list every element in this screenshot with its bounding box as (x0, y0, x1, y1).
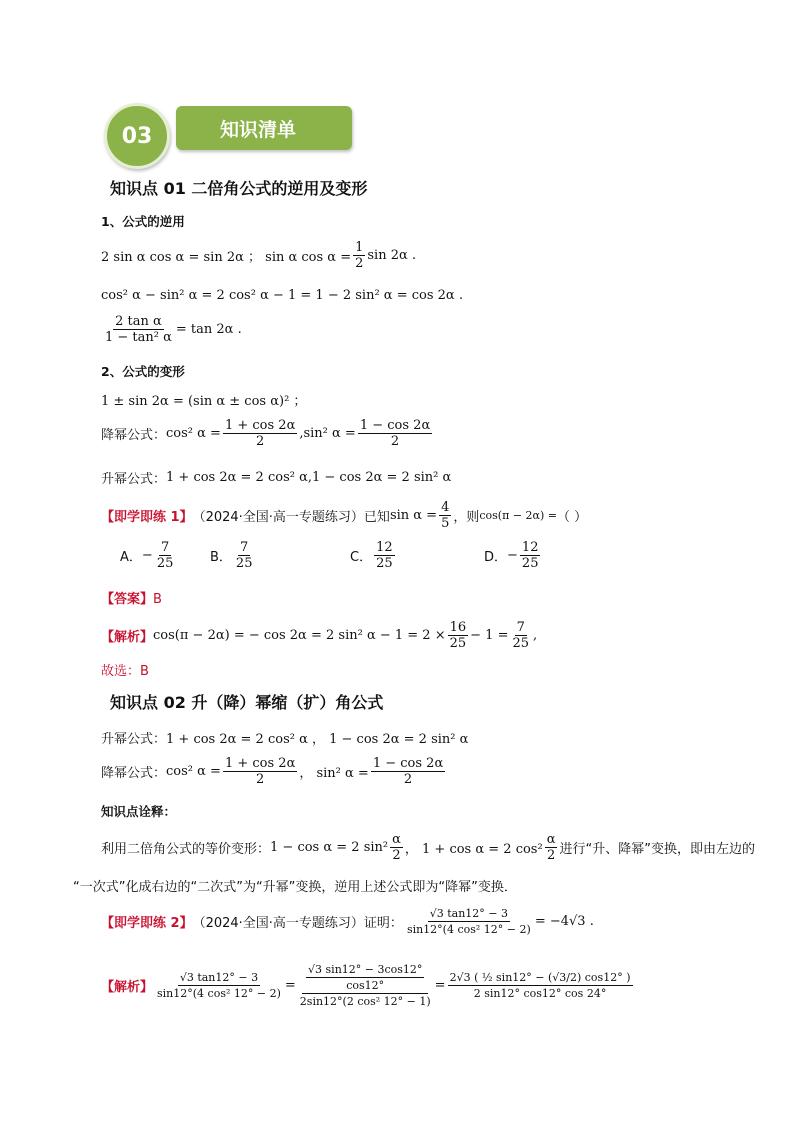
ex1-choose: 故选：B (101, 664, 149, 679)
kp2-heading: 知识点 02 升（降）幂缩（扩）角公式 (110, 693, 384, 712)
section-number-badge (104, 103, 170, 169)
kp1-sub1: 1、公式的逆用 (101, 214, 185, 229)
kp2-note-title: 知识点诠释： (101, 804, 177, 819)
section-title-bar (176, 106, 352, 150)
section-title: 知识清单 (220, 118, 297, 141)
ex1-answer: 【答案】B (101, 592, 162, 607)
kp2-raise-formula: 升幂公式： 1 + cos 2α = 2 cos² α ， 1 − cos 2α = 2 sin² α (101, 732, 469, 747)
kp1-formula-2: cos² α − sin² α = 2 cos² α − 1 = 1 − 2 sin² α = cos 2α . (101, 288, 463, 303)
kp1-raise-formula: 升幂公式： 1 + cos 2α = 2 cos² α,1 − cos 2α = 2 sin² α (101, 470, 452, 487)
ex2-analysis: 【解析】 $\frac{√3 \tan 12^\circ - 3}{\text{sin12°(4 cos² 12° − 2)}}$ = $\frac{\frac{√3 \sin 12^\circ - 3\cos 12^\circ}{\cos 12^\circ}}{\text{2sin12°(2 cos² 12° − 1)}}$ = $\frac{\text{2√3 ( ½ sin12° − (√3/2) cos12° )}}{2 \sin 12^\circ \cos 12^\circ \cos 24^\circ}$ (101, 963, 631, 1008)
kp2-note-line2: “一次式”化成右边的“二次式”为“升幂”变换，逆用上述公式即为“降幂”变换． (73, 880, 517, 895)
section-number: 03 (121, 123, 153, 149)
kp2-note-line1: 利用二倍角公式的等价变形： 1 − cos α = 2 sin² $\frac{\alpha}{2}$ ， 1 + cos α = 2 cos² $\frac{\alpha}{2}$ 进行“升、降幂”变换，即由左边的 (101, 832, 755, 863)
ex1-analysis: 【解析】 cos(π − 2α) = − cos 2α = 2 sin² α − 1 = 2 × $\frac{16}{25}$ − 1 = $\frac{7}{25}$ , (101, 620, 538, 651)
ex1-question: 【即学即练 1】 （2024·全国·高一专题练习）已知 sin α = $\frac{4}{5}$ ，则 cos(π − 2α) = （ ） (101, 500, 588, 531)
kp1-formula-3: $\frac{\text{2 tan α}}{\text{1 − tan² α}}$ = tan 2α . (105, 314, 242, 345)
ex1-option-c[interactable]: C． $\frac{12}{25}$ (350, 540, 393, 571)
kp2-reduce-formula: 降幂公式： cos² α = $\frac{1 + \cos 2\alpha}{2}$ ， sin² α = $\frac{1 - \cos 2\alpha}{2}$ (101, 756, 444, 787)
ex2-question: 【即学即练 2】 （2024·全国·高一专题练习）证明： $\frac{√3 \tan 12^\circ - 3}{\text{sin12°(4 cos² 12° − 2)}}$ = −4√3 . (101, 907, 594, 936)
kp1-reduce-formula: 降幂公式： cos² α = $\frac{1 + \cos 2\alpha}{2}$ ,sin² α = $\frac{1 - \cos 2\alpha}{2}$ (101, 418, 431, 449)
kp1-formula-4: 1 ± sin 2α = (sin α ± cos α)² ； (101, 394, 307, 409)
ex1-option-d[interactable]: D． − $\frac{12}{25}$ (484, 540, 539, 571)
kp1-formula-1: 2 sin α cos α = sin 2α ； sin α cos α = $\frac{1}{2}$ sin 2α . (101, 240, 417, 271)
ex1-option-a[interactable]: A． − $\frac{7}{25}$ (120, 540, 174, 571)
ex1-option-b[interactable]: B． $\frac{7}{25}$ (210, 540, 253, 571)
kp1-sub2: 2、公式的变形 (101, 364, 185, 379)
kp1-heading: 知识点 01 二倍角公式的逆用及变形 (110, 179, 368, 198)
